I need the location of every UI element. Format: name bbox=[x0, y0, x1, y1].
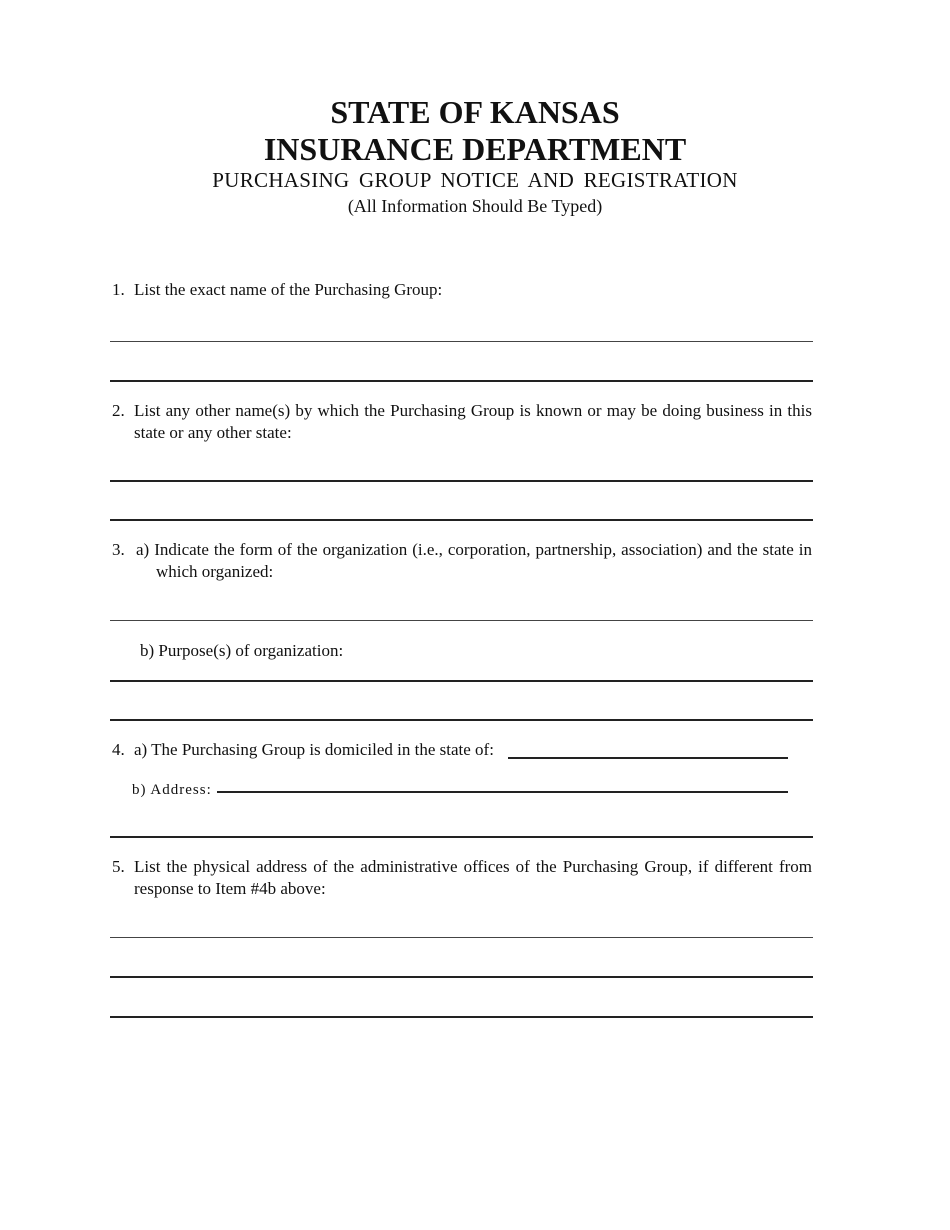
answer-line-2a[interactable] bbox=[110, 480, 813, 482]
question-4b-text: b) Address: bbox=[132, 782, 212, 798]
question-5-text: List the physical address of the administrative offices of the Purchasing Group, if different from response to Item #4b above: bbox=[134, 857, 812, 898]
answer-line-4b[interactable] bbox=[110, 836, 813, 838]
question-1-text: List the exact name of the Purchasing Group: bbox=[134, 280, 443, 299]
question-4a bbox=[112, 739, 532, 761]
form-title-state: STATE OF KANSAS bbox=[330, 94, 620, 130]
question-3b-text: b) Purpose(s) of organization: bbox=[140, 641, 344, 660]
answer-line-5a[interactable] bbox=[110, 937, 813, 938]
question-1 bbox=[112, 279, 812, 301]
answer-line-3b-2[interactable] bbox=[110, 719, 813, 721]
question-2-text: List any other name(s) by which the Purchasing Group is known or may be doing business in this state or any other state: bbox=[134, 401, 812, 442]
answer-line-1a[interactable] bbox=[110, 341, 813, 342]
answer-line-3b-1[interactable] bbox=[110, 680, 813, 682]
question-3a-text: a) Indicate the form of the organization (i.e., corporation, partnership, association) and the state in which organized: bbox=[136, 540, 812, 581]
domicile-state-field[interactable] bbox=[508, 757, 788, 759]
question-3a bbox=[112, 539, 812, 583]
question-4-number: 4. bbox=[112, 740, 125, 759]
answer-line-1b[interactable] bbox=[110, 380, 813, 382]
question-5-number: 5. bbox=[112, 857, 125, 876]
question-1-number: 1. bbox=[112, 280, 125, 299]
answer-line-3a[interactable] bbox=[110, 620, 813, 621]
question-4a-text: a) The Purchasing Group is domiciled in the state of: bbox=[134, 740, 494, 759]
answer-line-2b[interactable] bbox=[110, 519, 813, 521]
form-subtitle: PURCHASING GROUP NOTICE AND REGISTRATION bbox=[212, 168, 738, 192]
answer-line-5b[interactable] bbox=[110, 976, 813, 978]
form-title-department: INSURANCE DEPARTMENT bbox=[263, 131, 687, 167]
answer-line-5c[interactable] bbox=[110, 1016, 813, 1018]
question-5 bbox=[112, 856, 812, 900]
form-instruction-note: (All Information Should Be Typed) bbox=[347, 196, 603, 216]
question-2-number: 2. bbox=[112, 401, 125, 420]
question-3-number: 3. bbox=[112, 540, 125, 559]
question-2 bbox=[112, 400, 812, 444]
address-field[interactable] bbox=[217, 791, 788, 793]
